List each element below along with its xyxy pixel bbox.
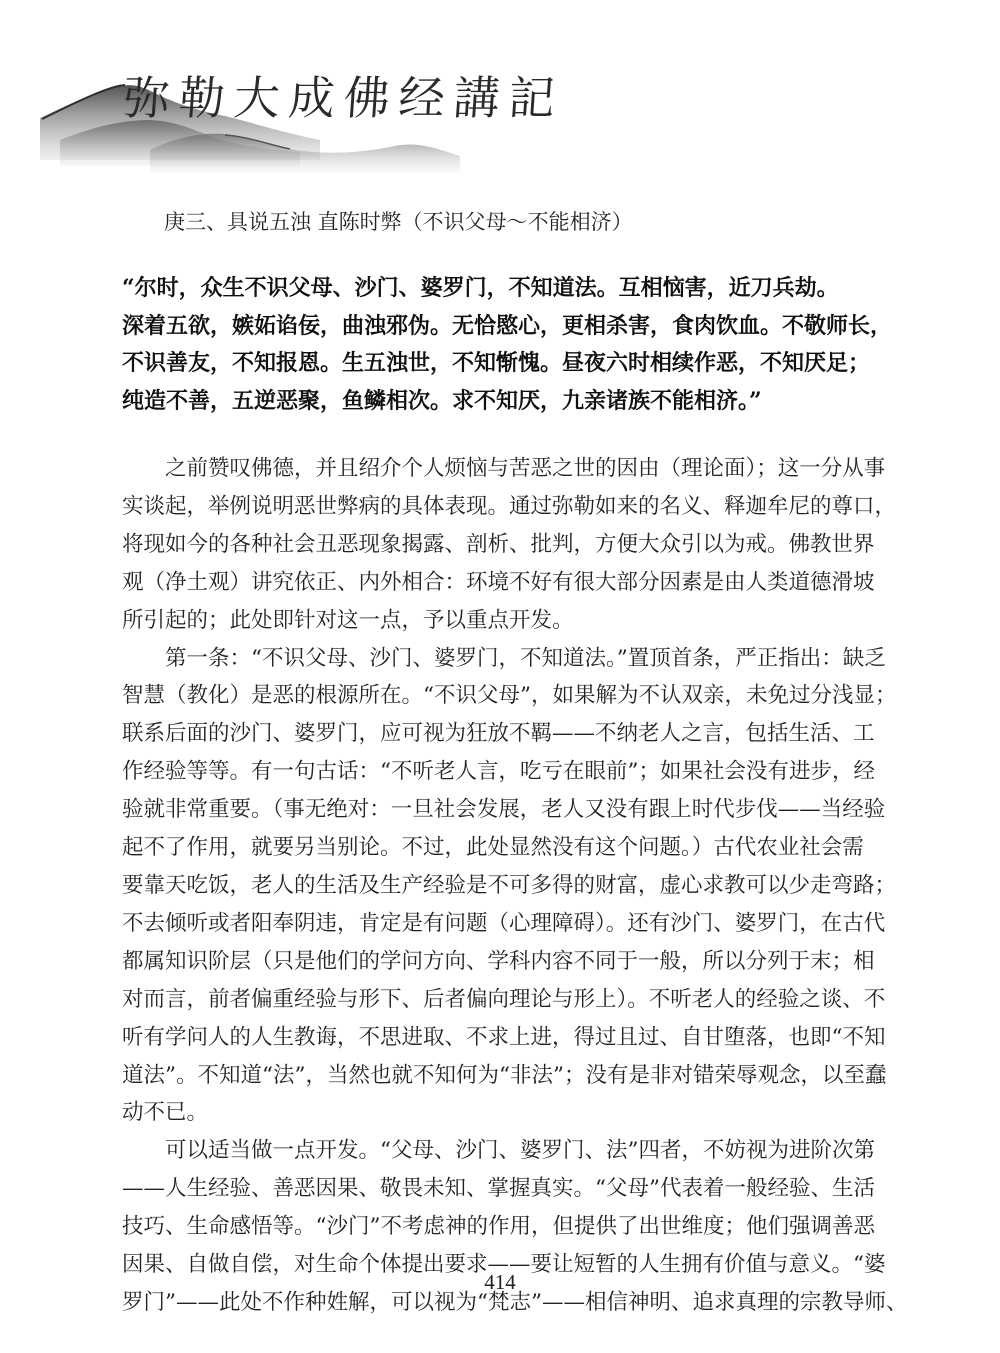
scripture-line: 纯造不善，五逆恶聚，鱼鳞相次。求不知厌，九亲诸族不能相济。” — [122, 387, 762, 414]
commentary-line: 智慧（教化）是恶的根源所在。“不识父母”，如果解为不认双亲，未免过分浅显； — [122, 683, 897, 709]
section-heading: 庚三、具说五浊 直陈时弊（不识父母～不能相济） — [164, 210, 633, 234]
commentary-line: 动不已。 — [122, 1100, 209, 1126]
commentary-line: 之前赞叹佛德，并且绍介个人烦恼与苦恶之世的因由（理论面）；这一分从事 — [122, 456, 886, 481]
commentary-line: 作经验等等。有一句古话：“不听老人言，吃亏在眼前”；如果社会没有进步，经 — [122, 759, 875, 785]
commentary-line: 对而言，前者偏重经验与形下、后者偏向理论与形上）。不听老人的经验之谈、不 — [122, 986, 886, 1012]
scripture-line: 不识善友，不知报恩。生五浊世，不知惭愧。昼夜六时相续作恶，不知厌足； — [122, 350, 871, 377]
commentary-line: 所引起的；此处即针对这一点，予以重点开发。 — [122, 607, 574, 633]
book-title: 弥勒大成佛经講記 — [121, 71, 566, 125]
commentary-line: 实谈起，举例说明恶世弊病的具体表现。通过弥勒如来的名义、释迦牟尼的尊口， — [122, 493, 897, 519]
scripture-line: “尔时，众生不识父母、沙门、婆罗门，不知道法。互相恼害，近刀兵劫。 — [122, 275, 839, 301]
commentary-line: 起不了作用，就要另当别论。不过，此处显然没有这个问题。）古代农业社会需 — [122, 835, 864, 861]
commentary-line: 联系后面的沙门、婆罗门，应可视为狂放不羁——不纳老人之言，包括生活、工 — [122, 721, 875, 747]
commentary-line: 听有学问人的人生教诲，不思进取、不求上进，得过且过、自甘堕落，也即“不知 — [122, 1024, 886, 1050]
commentary-line: 将现如今的各种社会丑恶现象揭露、剖析、批判，方便大众引以为戒。佛教世界 — [122, 531, 875, 557]
commentary-line: 不去倾听或者阳奉阴违，肯定是有问题（心理障碍）。还有沙门、婆罗门，在古代 — [122, 910, 886, 936]
scripture-line: 深着五欲，嫉妬谄佞，曲浊邪伪。无恰愍心，更相杀害，食肉饮血。不敬师长， — [122, 312, 893, 339]
commentary-line: 验就非常重要。（事无绝对：一旦社会发展，老人又没有跟上时代步伐——当经验 — [122, 797, 886, 823]
commentary-line: ——人生经验、善恶因果、敬畏未知、掌握真实。“父母”代表着一般经验、生活 — [122, 1176, 875, 1202]
commentary-line: 都属知识阶层（只是他们的学问方向、学科内容不同于一般，所以分列于末；相 — [122, 948, 875, 974]
commentary-line: 可以适当做一点开发。“父母、沙门、婆罗门、法”四者，不妨视为进阶次第 — [122, 1138, 875, 1164]
commentary-body — [122, 450, 908, 1322]
commentary-line: 道法”。不知道“法”，当然也就不知何为“非法”；没有是非对错荣辱观念，以至蠢 — [122, 1062, 887, 1088]
commentary-line: 要靠天吃饭，老人的生活及生产经验是不可多得的财富，虚心求教可以少走弯路； — [122, 872, 897, 898]
commentary-line: 技巧、生命感悟等。“沙门”不考虑神的作用，但提供了出世维度；他们强调善恶 — [122, 1214, 875, 1240]
commentary-line: 观（净土观）讲究依正、内外相合：环境不好有很大部分因素是由人类道德滑坡 — [122, 569, 875, 595]
scripture-quote — [122, 270, 893, 420]
commentary-line: 因果、自做自偿，对生命个体提出要求——要让短暂的人生拥有价值与意义。“婆 — [122, 1252, 886, 1278]
page-number: 414 — [484, 1270, 516, 1294]
commentary-line: 罗门”——此处不作种姓解，可以视为“梵志”——相信神明、追求真理的宗教导师、 — [122, 1289, 908, 1315]
commentary-line: 第一条：“不识父母、沙门、婆罗门，不知道法。”置顶首条，严正指出：缺乏 — [122, 645, 886, 671]
